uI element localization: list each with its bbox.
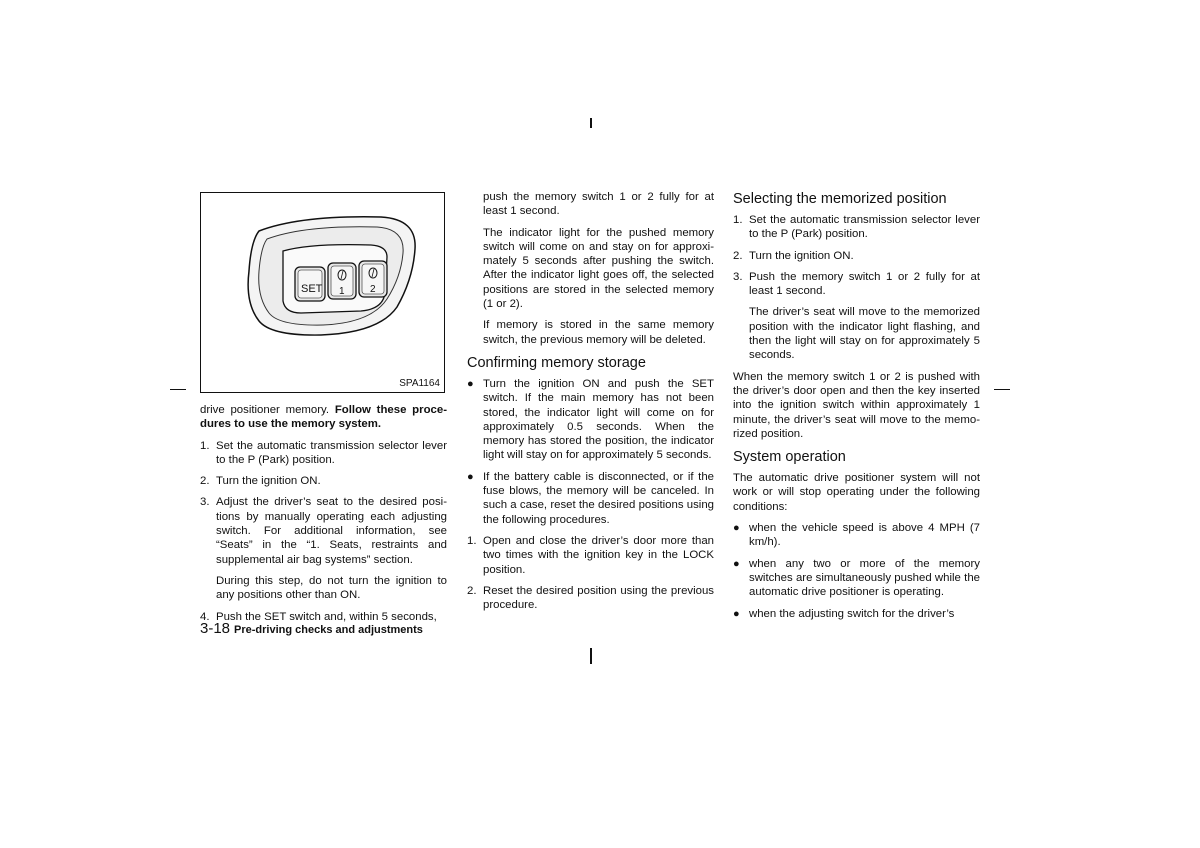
bullet-text: when any two or more of the memory switches are simultaneously pushed while the automatic drive positioner is operating. <box>749 557 980 599</box>
heading-system-operation: System operation <box>733 449 846 466</box>
col3-bullet-1 <box>733 521 980 550</box>
col1-step-1 <box>200 439 447 468</box>
col3-paragraph: When the memory switch 1 or 2 is pushed with the driver’s door open and then the key inserted into the ignition switch within approximately 1 minute, the driver’s seat will move to the memo-rized position. <box>733 370 980 440</box>
intro-plain-text: drive positioner memory. <box>200 404 335 416</box>
section-title: Pre-driving checks and adjustments <box>234 624 423 636</box>
col2-bullet-1 <box>467 377 714 463</box>
button-2-label: 2 <box>370 284 376 295</box>
bullet-dot-icon: ● <box>467 377 474 390</box>
bullet-text: If the battery cable is disconnected, or if the fuse blows, the memory will be canceled. In such a case, reset the desired positions using the following procedures. <box>483 470 714 526</box>
step-number: 4. <box>200 610 210 623</box>
step-text: Push the SET switch and, within 5 seconds, <box>216 610 437 623</box>
col2-step-2 <box>467 584 714 613</box>
figure-memory-switch <box>200 192 445 393</box>
step-text: Turn the ignition ON. <box>216 475 321 488</box>
crop-mark-left <box>170 389 186 390</box>
bullet-dot-icon: ● <box>467 470 474 483</box>
step-text: Reset the desired position using the previous procedure. <box>483 584 714 612</box>
col1-step-2 <box>200 474 447 488</box>
step-number: 2. <box>733 249 743 262</box>
button-1-label: 1 <box>339 286 345 297</box>
step-text: Adjust the driver’s seat to the desired posi-tions by manually operating each adjusting switch. For additional information, see “Seats” in the “1. Seats, restraints and supplemental air bag systems” section. <box>216 496 447 566</box>
bullet-text: when the adjusting switch for the driver’s <box>749 607 955 620</box>
intro-paragraph <box>200 403 447 432</box>
col3-step-1 <box>733 213 980 242</box>
col3-step-2 <box>733 249 980 263</box>
column-3 <box>733 188 980 628</box>
bullet-text: Turn the ignition ON and push the SET switch. If the main memory has not been stored, the indicator light will come on for approximately 0.5 seconds. When the memory has stored the position, the indicator light will stay on for approximately 5 seconds. <box>483 377 714 462</box>
page-number: 3-18 <box>200 620 231 637</box>
bullet-dot-icon: ● <box>733 607 740 620</box>
step-text: Open and close the driver’s door more than two times with the ignition key in the LOCK position. <box>483 534 714 576</box>
heading-selecting-memorized-position: Selecting the memorized position <box>733 191 947 207</box>
crop-mark-right <box>994 389 1010 390</box>
step-number: 3. <box>200 496 210 509</box>
bullet-dot-icon: ● <box>733 557 740 570</box>
bullet-dot-icon: ● <box>733 522 740 535</box>
step-text: Set the automatic transmission selector lever to the P (Park) position. <box>216 439 447 466</box>
col2-continuation-1: push the memory switch 1 or 2 fully for at least 1 second. <box>483 191 714 218</box>
step-text: Push the memory switch 1 or 2 fully for at least 1 second. <box>749 270 980 298</box>
col1-step-3 <box>200 495 447 566</box>
crop-mark-top <box>590 118 592 128</box>
step-number: 2. <box>467 584 477 597</box>
step-text: Set the automatic transmission selector lever to the P (Park) position. <box>749 214 980 241</box>
column-1 <box>200 403 447 631</box>
step-text: Turn the ignition ON. <box>749 249 854 262</box>
crop-mark-bottom <box>590 648 592 664</box>
col1-step-3-note: During this step, do not turn the ignition to any positions other than ON. <box>216 574 447 602</box>
heading-confirming-memory-storage: Confirming memory storage <box>467 354 646 371</box>
col3-step-3-detail: The driver’s seat will move to the memorized position with the indicator light flashing, and then the light will stay on for approximately 5 seconds. <box>749 306 980 362</box>
figure-label: SPA1164 <box>399 378 440 389</box>
step-number: 3. <box>733 270 743 283</box>
col2-step-1 <box>467 534 714 577</box>
column-2 <box>467 190 714 619</box>
step-number: 1. <box>733 214 743 226</box>
col3-bullet-3 <box>733 607 980 621</box>
col3-paragraph-2: The automatic drive positioner system will not work or will stop operating under the following conditions: <box>733 472 980 513</box>
step-number: 1. <box>200 439 210 452</box>
set-button-label: SET <box>301 283 323 295</box>
col2-continuation-2: The indicator light for the pushed memory switch will come on and stay on for approxi-mately 5 seconds after pushing the switch. After the indicator light goes off, the selected positions are stored in the selected memory (1 or 2). <box>483 226 714 311</box>
step-number: 2. <box>200 475 210 488</box>
col3-step-3 <box>733 270 980 299</box>
page-footer <box>200 620 423 637</box>
col2-bullet-2 <box>467 470 714 527</box>
col3-bullet-2 <box>733 557 980 600</box>
intro-bold-text: Follow these proce-dures to use the memory system. <box>200 404 447 431</box>
col2-continuation-3: If memory is stored in the same memory switch, the previous memory will be deleted. <box>483 319 714 346</box>
bullet-text: when the vehicle speed is above 4 MPH (7 km/h). <box>749 522 980 549</box>
step-number: 1. <box>467 534 477 547</box>
memory-switch-illustration <box>201 193 444 392</box>
